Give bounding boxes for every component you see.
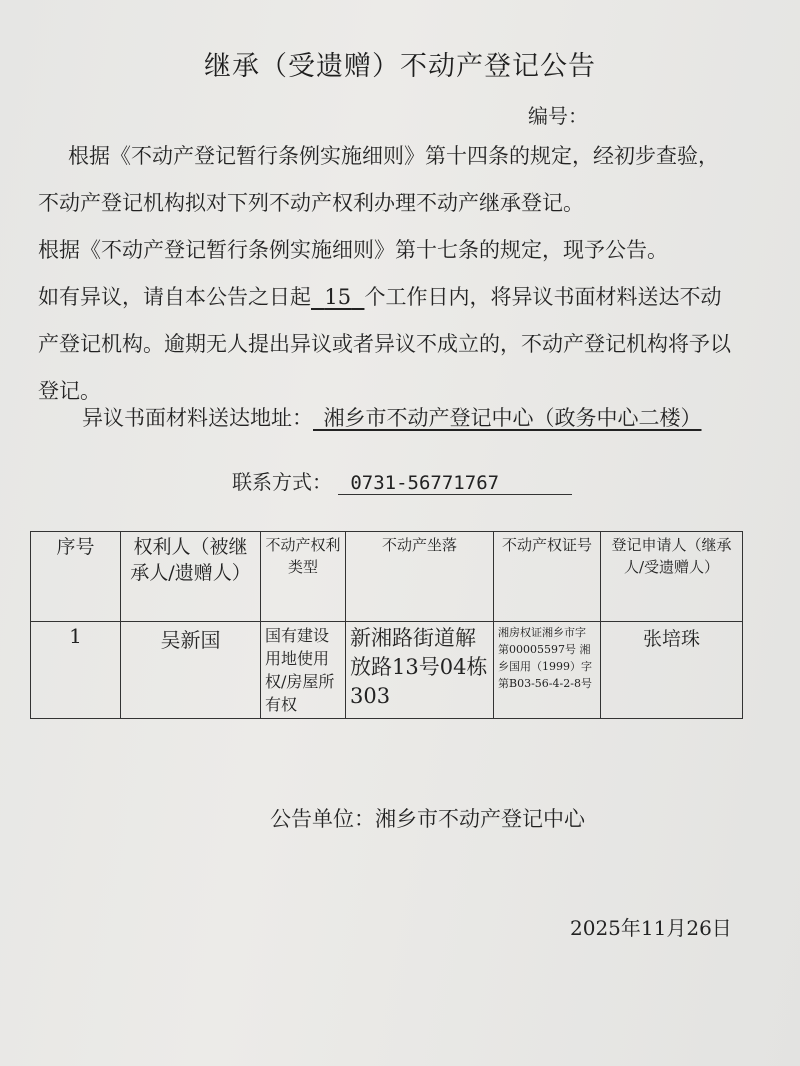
header-index: 序号 bbox=[31, 532, 121, 622]
contact-phone: 0731-56771767 bbox=[338, 472, 572, 495]
objection-address bbox=[38, 400, 738, 436]
number-label: 编号： bbox=[528, 104, 588, 128]
cell-index: 1 bbox=[31, 622, 121, 719]
cell-applicant: 张培珠 bbox=[601, 622, 743, 719]
cell-cert-no: 湘房权证湘乡市字第00005597号 湘乡国用（1999）字第B03-56-4-2-8号 bbox=[494, 622, 601, 719]
paragraph-3-post: 个工作日内，将异议书面材料送达不动产登记机构。逾期无人提出异议或者异议不成立的，不动产登记机构将予以登记。 bbox=[38, 285, 731, 403]
registration-table bbox=[30, 531, 743, 719]
issuer: 公告单位：湘乡市不动产登记中心 bbox=[270, 807, 585, 831]
header-cert-no: 不动产权证号 bbox=[494, 532, 601, 622]
address-value: _湘乡市不动产登记中心（政务中心二楼） bbox=[313, 406, 702, 430]
cell-holder: 吴新国 bbox=[121, 622, 261, 719]
paragraph-1: 根据《不动产登记暂行条例实施细则》第十四条的规定，经初步查验，不动产登记机构拟对下列不动产权利办理不动产继承登记。 bbox=[38, 144, 719, 215]
contact-label: 联系方式： bbox=[232, 470, 332, 494]
header-holder: 权利人（被继承人/遗赠人） bbox=[121, 532, 261, 622]
address-label: 异议书面材料送达地址： bbox=[82, 406, 313, 430]
contact-line bbox=[232, 466, 572, 495]
days-count: 15 bbox=[324, 285, 352, 309]
paragraph-2: 根据《不动产登记暂行条例实施细则》第十七条的规定，现予公告。 bbox=[38, 238, 668, 262]
document-title: 继承（受遗赠）不动产登记公告 bbox=[204, 51, 596, 82]
paragraph-3 bbox=[38, 274, 738, 415]
paragraph-3-pre: 如有异议，请自本公告之日起 bbox=[38, 285, 311, 309]
cell-right-type: 国有建设用地使用权/房屋所有权 bbox=[261, 622, 346, 719]
body-text bbox=[38, 133, 738, 415]
cell-location: 新湘路街道解放路13号04栋303 bbox=[346, 622, 494, 719]
header-right-type: 不动产权利类型 bbox=[261, 532, 346, 622]
issue-date: 2025年11月26日 bbox=[570, 916, 732, 940]
header-location: 不动产坐落 bbox=[346, 532, 494, 622]
table-row bbox=[31, 622, 743, 719]
header-applicant: 登记申请人（继承人/受遗赠人） bbox=[601, 532, 743, 622]
table-header-row bbox=[31, 532, 743, 622]
